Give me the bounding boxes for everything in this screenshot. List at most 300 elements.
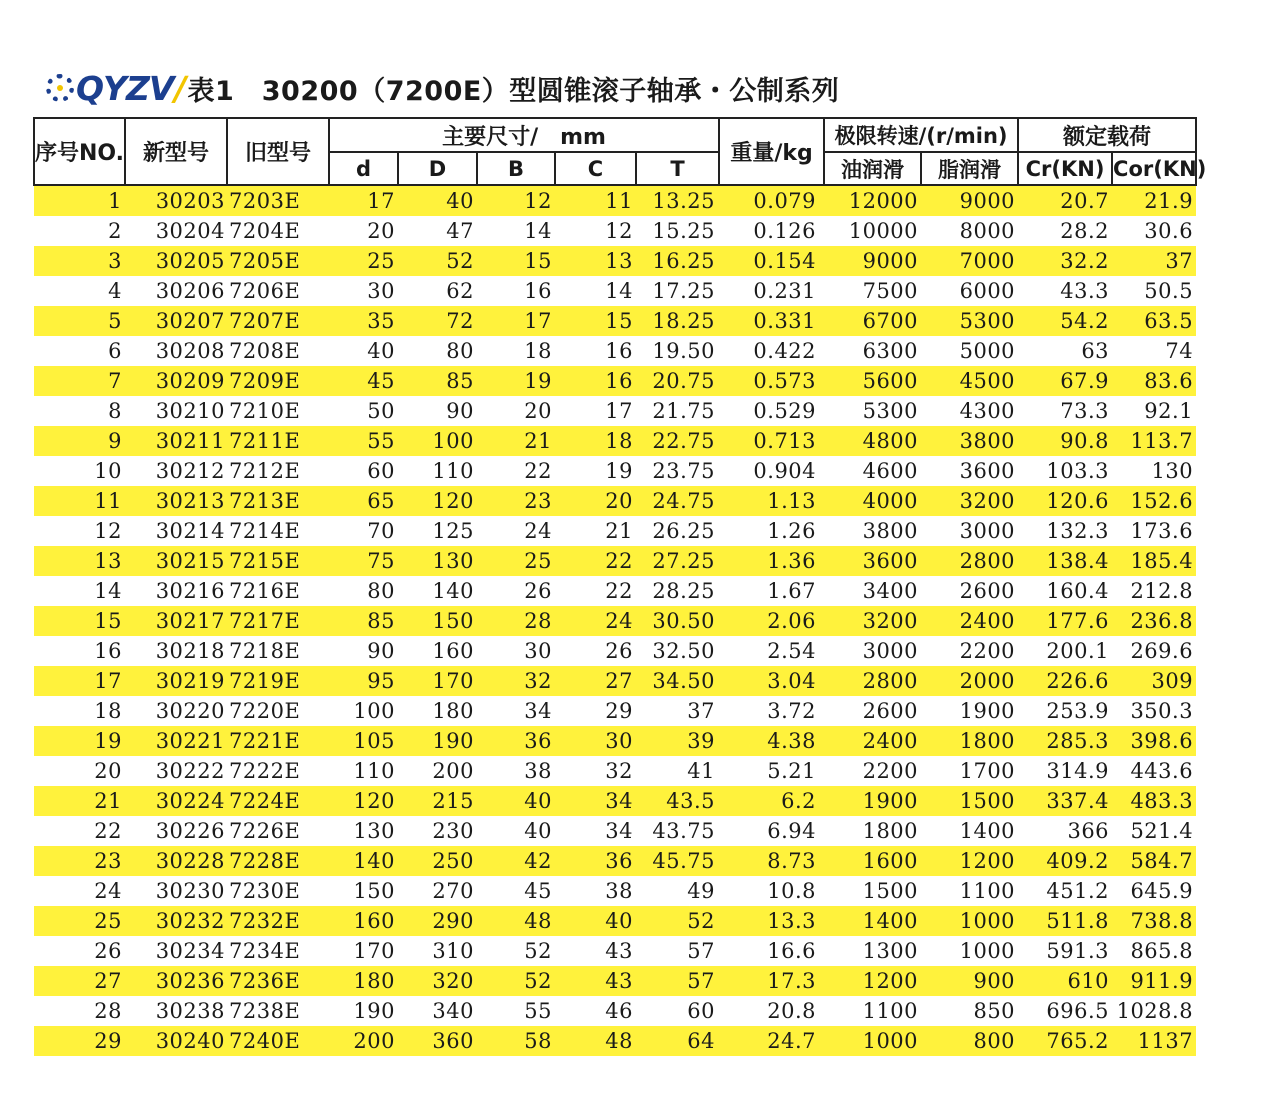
cell-no: 2	[34, 216, 125, 246]
table-row	[34, 546, 1196, 576]
cell-old-model: 7203E	[227, 185, 329, 216]
cell-cr: 610	[1018, 966, 1112, 996]
cell-cr: 160.4	[1018, 576, 1112, 606]
cell-new-model: 30216	[125, 576, 227, 606]
cell-new-model: 30209	[125, 366, 227, 396]
cell-D-outer: 160	[398, 636, 477, 666]
cell-new-model: 30219	[125, 666, 227, 696]
header-grease: 脂润滑	[921, 152, 1018, 185]
cell-cor: 309	[1112, 666, 1196, 696]
cell-T: 27.25	[636, 546, 719, 576]
cell-cor: 521.4	[1112, 816, 1196, 846]
table-row	[34, 966, 1196, 996]
cell-T: 17.25	[636, 276, 719, 306]
cell-cr: 337.4	[1018, 786, 1112, 816]
cell-d: 20	[329, 216, 398, 246]
cell-D-outer: 85	[398, 366, 477, 396]
cell-cr: 63	[1018, 336, 1112, 366]
cell-D-outer: 100	[398, 426, 477, 456]
cell-C: 15	[555, 306, 636, 336]
cell-T: 37	[636, 696, 719, 726]
cell-new-model: 30210	[125, 396, 227, 426]
cell-B: 32	[477, 666, 555, 696]
cell-new-model: 30222	[125, 756, 227, 786]
cell-weight: 13.3	[719, 906, 824, 936]
cell-d: 60	[329, 456, 398, 486]
cell-grease-speed: 2200	[921, 636, 1018, 666]
cell-oil-speed: 1300	[824, 936, 921, 966]
cell-d: 200	[329, 1026, 398, 1056]
cell-C: 17	[555, 396, 636, 426]
cell-D-outer: 200	[398, 756, 477, 786]
cell-oil-speed: 3400	[824, 576, 921, 606]
cell-C: 24	[555, 606, 636, 636]
cell-d: 190	[329, 996, 398, 1026]
cell-D-outer: 47	[398, 216, 477, 246]
table-row	[34, 576, 1196, 606]
cell-no: 4	[34, 276, 125, 306]
cell-old-model: 7238E	[227, 996, 329, 1026]
cell-old-model: 7220E	[227, 696, 329, 726]
cell-B: 30	[477, 636, 555, 666]
cell-B: 16	[477, 276, 555, 306]
cell-grease-speed: 6000	[921, 276, 1018, 306]
cell-T: 41	[636, 756, 719, 786]
cell-oil-speed: 2800	[824, 666, 921, 696]
cell-grease-speed: 1200	[921, 846, 1018, 876]
cell-D-outer: 62	[398, 276, 477, 306]
cell-no: 27	[34, 966, 125, 996]
cell-grease-speed: 1900	[921, 696, 1018, 726]
cell-d: 40	[329, 336, 398, 366]
cell-no: 3	[34, 246, 125, 276]
table-row	[34, 816, 1196, 846]
table-row	[34, 1026, 1196, 1056]
cell-old-model: 7232E	[227, 906, 329, 936]
cell-B: 26	[477, 576, 555, 606]
cell-new-model: 30221	[125, 726, 227, 756]
cell-cr: 120.6	[1018, 486, 1112, 516]
cell-old-model: 7226E	[227, 816, 329, 846]
cell-C: 40	[555, 906, 636, 936]
cell-d: 85	[329, 606, 398, 636]
cell-oil-speed: 12000	[824, 185, 921, 216]
cell-cor: 584.7	[1112, 846, 1196, 876]
cell-T: 18.25	[636, 306, 719, 336]
cell-cr: 253.9	[1018, 696, 1112, 726]
cell-new-model: 30218	[125, 636, 227, 666]
cell-D-outer: 80	[398, 336, 477, 366]
cell-weight: 5.21	[719, 756, 824, 786]
cell-cor: 83.6	[1112, 366, 1196, 396]
cell-C: 16	[555, 336, 636, 366]
cell-no: 7	[34, 366, 125, 396]
cell-grease-speed: 850	[921, 996, 1018, 1026]
cell-new-model: 30205	[125, 246, 227, 276]
cell-grease-speed: 4500	[921, 366, 1018, 396]
cell-C: 43	[555, 966, 636, 996]
cell-oil-speed: 1100	[824, 996, 921, 1026]
cell-oil-speed: 2400	[824, 726, 921, 756]
cell-grease-speed: 1800	[921, 726, 1018, 756]
cell-T: 20.75	[636, 366, 719, 396]
cell-oil-speed: 1600	[824, 846, 921, 876]
cell-old-model: 7207E	[227, 306, 329, 336]
cell-C: 46	[555, 996, 636, 1026]
cell-grease-speed: 1000	[921, 906, 1018, 936]
cell-B: 28	[477, 606, 555, 636]
header-rated-load: 额定载荷	[1018, 118, 1196, 152]
cell-D-outer: 52	[398, 246, 477, 276]
cell-cr: 591.3	[1018, 936, 1112, 966]
cell-oil-speed: 6700	[824, 306, 921, 336]
table-row	[34, 666, 1196, 696]
cell-no: 25	[34, 906, 125, 936]
table-row	[34, 876, 1196, 906]
cell-D-outer: 125	[398, 516, 477, 546]
cell-d: 180	[329, 966, 398, 996]
cell-weight: 1.36	[719, 546, 824, 576]
cell-cor: 236.8	[1112, 606, 1196, 636]
cell-T: 39	[636, 726, 719, 756]
cell-C: 18	[555, 426, 636, 456]
cell-C: 34	[555, 816, 636, 846]
cell-cor: 30.6	[1112, 216, 1196, 246]
cell-cor: 37	[1112, 246, 1196, 276]
cell-new-model: 30238	[125, 996, 227, 1026]
cell-B: 34	[477, 696, 555, 726]
cell-B: 17	[477, 306, 555, 336]
cell-C: 14	[555, 276, 636, 306]
cell-weight: 1.13	[719, 486, 824, 516]
cell-cor: 130	[1112, 456, 1196, 486]
cell-grease-speed: 900	[921, 966, 1018, 996]
cell-cor: 152.6	[1112, 486, 1196, 516]
cell-D-outer: 250	[398, 846, 477, 876]
cell-T: 15.25	[636, 216, 719, 246]
cell-old-model: 7240E	[227, 1026, 329, 1056]
cell-d: 120	[329, 786, 398, 816]
cell-grease-speed: 1000	[921, 936, 1018, 966]
cell-C: 22	[555, 576, 636, 606]
cell-no: 1	[34, 185, 125, 216]
cell-old-model: 7221E	[227, 726, 329, 756]
cell-no: 9	[34, 426, 125, 456]
gear-icon	[46, 74, 74, 102]
cell-B: 21	[477, 426, 555, 456]
cell-B: 20	[477, 396, 555, 426]
table-row	[34, 426, 1196, 456]
cell-d: 30	[329, 276, 398, 306]
cell-weight: 4.38	[719, 726, 824, 756]
cell-oil-speed: 7500	[824, 276, 921, 306]
cell-old-model: 7236E	[227, 966, 329, 996]
cell-d: 90	[329, 636, 398, 666]
cell-T: 23.75	[636, 456, 719, 486]
cell-cr: 696.5	[1018, 996, 1112, 1026]
table-row	[34, 276, 1196, 306]
cell-grease-speed: 8000	[921, 216, 1018, 246]
cell-grease-speed: 2600	[921, 576, 1018, 606]
cell-grease-speed: 1100	[921, 876, 1018, 906]
cell-cr: 28.2	[1018, 216, 1112, 246]
cell-D-outer: 230	[398, 816, 477, 846]
cell-D-outer: 140	[398, 576, 477, 606]
cell-no: 13	[34, 546, 125, 576]
cell-cr: 226.6	[1018, 666, 1112, 696]
cell-D-outer: 180	[398, 696, 477, 726]
cell-cor: 398.6	[1112, 726, 1196, 756]
cell-D-outer: 150	[398, 606, 477, 636]
cell-weight: 0.422	[719, 336, 824, 366]
cell-no: 17	[34, 666, 125, 696]
cell-D-outer: 340	[398, 996, 477, 1026]
cell-new-model: 30220	[125, 696, 227, 726]
cell-d: 25	[329, 246, 398, 276]
cell-new-model: 30211	[125, 426, 227, 456]
cell-D-outer: 90	[398, 396, 477, 426]
cell-cr: 409.2	[1018, 846, 1112, 876]
cell-T: 57	[636, 936, 719, 966]
cell-no: 23	[34, 846, 125, 876]
cell-cr: 177.6	[1018, 606, 1112, 636]
cell-new-model: 30206	[125, 276, 227, 306]
cell-weight: 24.7	[719, 1026, 824, 1056]
cell-weight: 0.154	[719, 246, 824, 276]
cell-new-model: 30213	[125, 486, 227, 516]
header-D-outer: D	[398, 152, 477, 185]
cell-no: 29	[34, 1026, 125, 1056]
cell-weight: 0.904	[719, 456, 824, 486]
cell-B: 52	[477, 936, 555, 966]
cell-no: 6	[34, 336, 125, 366]
cell-T: 60	[636, 996, 719, 1026]
cell-old-model: 7212E	[227, 456, 329, 486]
cell-no: 19	[34, 726, 125, 756]
cell-C: 12	[555, 216, 636, 246]
cell-old-model: 7215E	[227, 546, 329, 576]
table-row	[34, 336, 1196, 366]
cell-no: 8	[34, 396, 125, 426]
cell-oil-speed: 1900	[824, 786, 921, 816]
cell-oil-speed: 3200	[824, 606, 921, 636]
cell-new-model: 30226	[125, 816, 227, 846]
cell-B: 48	[477, 906, 555, 936]
table-row	[34, 636, 1196, 666]
cell-d: 170	[329, 936, 398, 966]
cell-no: 15	[34, 606, 125, 636]
cell-T: 16.25	[636, 246, 719, 276]
cell-cr: 314.9	[1018, 756, 1112, 786]
cell-B: 25	[477, 546, 555, 576]
table-row	[34, 846, 1196, 876]
cell-d: 150	[329, 876, 398, 906]
cell-new-model: 30215	[125, 546, 227, 576]
header-B: B	[477, 152, 555, 185]
cell-T: 13.25	[636, 185, 719, 216]
cell-B: 40	[477, 786, 555, 816]
cell-D-outer: 320	[398, 966, 477, 996]
cell-no: 18	[34, 696, 125, 726]
cell-weight: 0.713	[719, 426, 824, 456]
cell-weight: 3.04	[719, 666, 824, 696]
cell-cor: 269.6	[1112, 636, 1196, 666]
cell-old-model: 7217E	[227, 606, 329, 636]
cell-no: 16	[34, 636, 125, 666]
cell-oil-speed: 6300	[824, 336, 921, 366]
cell-weight: 2.06	[719, 606, 824, 636]
qyzv-logo	[46, 68, 185, 108]
header-no: 序号NO.	[34, 118, 125, 185]
cell-B: 36	[477, 726, 555, 756]
cell-C: 26	[555, 636, 636, 666]
cell-oil-speed: 4000	[824, 486, 921, 516]
cell-grease-speed: 1700	[921, 756, 1018, 786]
header-speed-limit: 极限转速/(r/min)	[824, 118, 1018, 152]
cell-cor: 865.8	[1112, 936, 1196, 966]
header-d: d	[329, 152, 398, 185]
cell-old-model: 7210E	[227, 396, 329, 426]
cell-cr: 285.3	[1018, 726, 1112, 756]
cell-cor: 1028.8	[1112, 996, 1196, 1026]
cell-cr: 200.1	[1018, 636, 1112, 666]
cell-cor: 911.9	[1112, 966, 1196, 996]
cell-d: 50	[329, 396, 398, 426]
cell-no: 12	[34, 516, 125, 546]
table-title: 表1 30200（7200E）型圆锥滚子轴承・公制系列	[187, 75, 840, 107]
cell-D-outer: 215	[398, 786, 477, 816]
cell-new-model: 30236	[125, 966, 227, 996]
cell-B: 23	[477, 486, 555, 516]
cell-C: 19	[555, 456, 636, 486]
table-row	[34, 936, 1196, 966]
cell-new-model: 30208	[125, 336, 227, 366]
cell-B: 24	[477, 516, 555, 546]
cell-T: 49	[636, 876, 719, 906]
cell-D-outer: 130	[398, 546, 477, 576]
cell-cr: 43.3	[1018, 276, 1112, 306]
logo-text: QYZV	[76, 68, 174, 108]
cell-oil-speed: 4800	[824, 426, 921, 456]
header-T: T	[636, 152, 719, 185]
cell-weight: 16.6	[719, 936, 824, 966]
cell-cor: 738.8	[1112, 906, 1196, 936]
cell-new-model: 30217	[125, 606, 227, 636]
cell-D-outer: 40	[398, 185, 477, 216]
cell-T: 22.75	[636, 426, 719, 456]
cell-T: 64	[636, 1026, 719, 1056]
cell-weight: 2.54	[719, 636, 824, 666]
cell-cor: 645.9	[1112, 876, 1196, 906]
cell-D-outer: 310	[398, 936, 477, 966]
cell-cor: 185.4	[1112, 546, 1196, 576]
cell-no: 28	[34, 996, 125, 1026]
cell-no: 10	[34, 456, 125, 486]
cell-D-outer: 190	[398, 726, 477, 756]
cell-old-model: 7208E	[227, 336, 329, 366]
cell-d: 110	[329, 756, 398, 786]
cell-new-model: 30228	[125, 846, 227, 876]
title-bar	[46, 68, 839, 108]
cell-cor: 50.5	[1112, 276, 1196, 306]
cell-old-model: 7205E	[227, 246, 329, 276]
cell-cor: 74	[1112, 336, 1196, 366]
cell-cr: 138.4	[1018, 546, 1112, 576]
cell-T: 43.5	[636, 786, 719, 816]
cell-C: 20	[555, 486, 636, 516]
table-body	[34, 185, 1196, 1056]
cell-old-model: 7218E	[227, 636, 329, 666]
cell-weight: 1.26	[719, 516, 824, 546]
cell-B: 14	[477, 216, 555, 246]
cell-old-model: 7228E	[227, 846, 329, 876]
table-row	[34, 996, 1196, 1026]
cell-cr: 132.3	[1018, 516, 1112, 546]
cell-grease-speed: 3600	[921, 456, 1018, 486]
cell-oil-speed: 10000	[824, 216, 921, 246]
cell-cor: 21.9	[1112, 185, 1196, 216]
cell-no: 11	[34, 486, 125, 516]
cell-C: 13	[555, 246, 636, 276]
cell-weight: 0.573	[719, 366, 824, 396]
cell-new-model: 30204	[125, 216, 227, 246]
cell-no: 21	[34, 786, 125, 816]
cell-no: 5	[34, 306, 125, 336]
cell-T: 21.75	[636, 396, 719, 426]
cell-D-outer: 72	[398, 306, 477, 336]
cell-d: 140	[329, 846, 398, 876]
cell-T: 19.50	[636, 336, 719, 366]
cell-D-outer: 170	[398, 666, 477, 696]
cell-T: 43.75	[636, 816, 719, 846]
header-cor: Cor(KN)	[1112, 152, 1196, 185]
cell-old-model: 7230E	[227, 876, 329, 906]
cell-oil-speed: 2200	[824, 756, 921, 786]
cell-cor: 483.3	[1112, 786, 1196, 816]
table-row	[34, 726, 1196, 756]
logo-slash: /	[174, 68, 186, 108]
cell-oil-speed: 1400	[824, 906, 921, 936]
cell-cor: 212.8	[1112, 576, 1196, 606]
cell-B: 45	[477, 876, 555, 906]
header-new-model: 新型号	[125, 118, 227, 185]
cell-weight: 0.079	[719, 185, 824, 216]
cell-cor: 173.6	[1112, 516, 1196, 546]
cell-grease-speed: 3000	[921, 516, 1018, 546]
cell-oil-speed: 9000	[824, 246, 921, 276]
cell-C: 22	[555, 546, 636, 576]
cell-weight: 6.94	[719, 816, 824, 846]
table-row	[34, 396, 1196, 426]
table-row	[34, 216, 1196, 246]
cell-d: 17	[329, 185, 398, 216]
cell-weight: 0.529	[719, 396, 824, 426]
cell-old-model: 7211E	[227, 426, 329, 456]
cell-grease-speed: 5000	[921, 336, 1018, 366]
cell-cr: 32.2	[1018, 246, 1112, 276]
cell-grease-speed: 2800	[921, 546, 1018, 576]
cell-old-model: 7224E	[227, 786, 329, 816]
cell-D-outer: 110	[398, 456, 477, 486]
cell-old-model: 7214E	[227, 516, 329, 546]
cell-weight: 1.67	[719, 576, 824, 606]
cell-weight: 6.2	[719, 786, 824, 816]
cell-T: 30.50	[636, 606, 719, 636]
cell-grease-speed: 3800	[921, 426, 1018, 456]
cell-C: 11	[555, 185, 636, 216]
cell-grease-speed: 9000	[921, 185, 1018, 216]
cell-C: 43	[555, 936, 636, 966]
